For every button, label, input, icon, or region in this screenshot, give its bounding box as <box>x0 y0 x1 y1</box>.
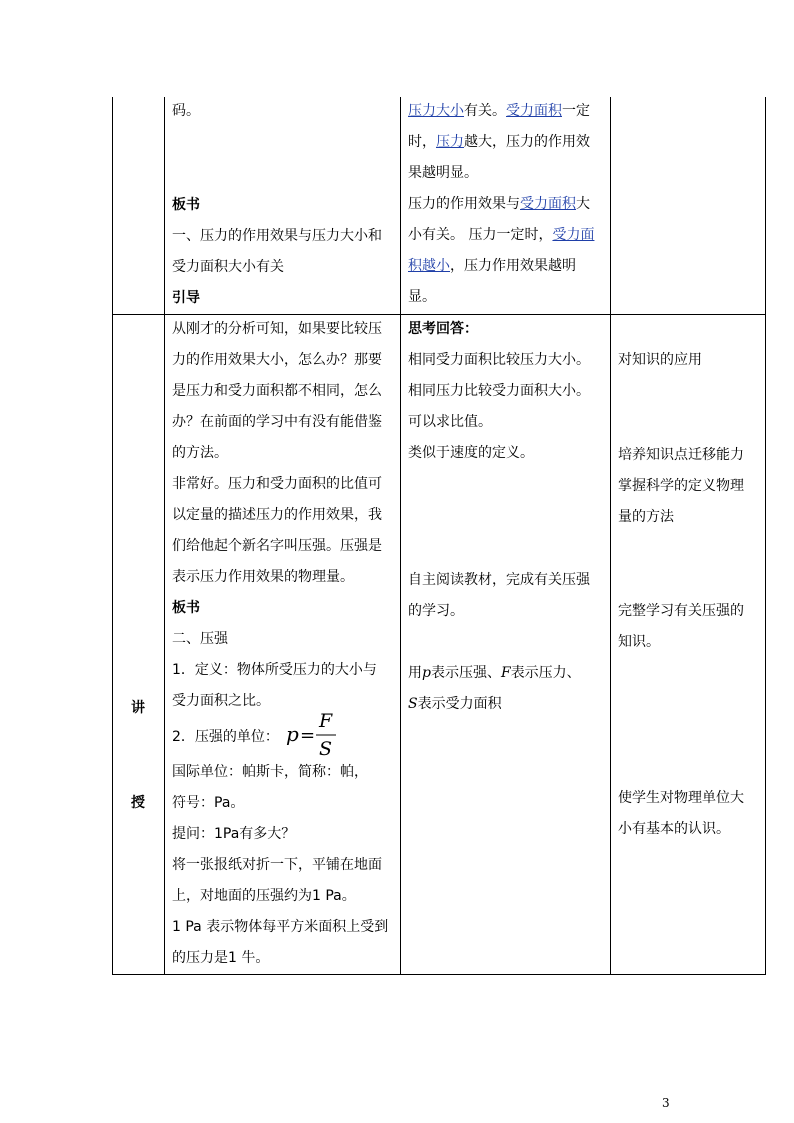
top-col3-line <box>408 251 594 282</box>
main-col4-line: 小有基本的认识。 <box>618 821 730 837</box>
main-col4-apply <box>618 345 702 376</box>
main-col2-line: 力的作用效果大小，怎么办？那要 <box>172 352 382 368</box>
grid-line <box>112 97 113 975</box>
main-col4-complete <box>618 596 744 658</box>
top-col3-line: 果越明显。 <box>408 165 478 181</box>
main-col2-line: 是压力和受力面积都不相同，怎么 <box>172 383 382 399</box>
text: 表示压强、 <box>430 665 501 681</box>
main-col2-line: 们给他起个新名字叫压强。压强是 <box>172 538 382 554</box>
intro-label: 引导 <box>172 290 200 306</box>
symbols-line <box>408 658 581 689</box>
unit-label: 2．压强的单位： <box>172 729 279 745</box>
grid-line <box>112 974 766 975</box>
main-col2 <box>172 314 382 717</box>
text: 用 <box>408 665 422 681</box>
main-col4-line: 完整学习有关压强的 <box>618 603 744 619</box>
term-link[interactable]: 压力 <box>436 134 464 150</box>
side-label-char: 讲 <box>131 700 145 716</box>
term-link[interactable]: 受力面 <box>552 227 595 243</box>
text: 一定 <box>562 103 590 119</box>
main-col2-line: 符号：Pa。 <box>172 795 245 811</box>
top-col3-line: 显。 <box>408 289 436 305</box>
main-col3-line: 自主阅读教材，完成有关压强 <box>408 572 590 588</box>
text: 时， <box>408 134 436 150</box>
main-col2-line: 非常好。压力和受力面积的比值可 <box>172 476 382 492</box>
text: 压力的作用效果与 <box>408 196 520 212</box>
board-title: 板书 <box>172 600 200 616</box>
grid-line <box>164 97 165 975</box>
think-answer-title: 思考回答： <box>408 321 478 337</box>
text: 越大，压力的作用效 <box>464 134 590 150</box>
text: 表示受力面积 <box>417 696 502 712</box>
main-col3-line: 相同压力比较受力面积大小。 <box>408 383 590 399</box>
main-col4-transfer <box>618 440 744 533</box>
main-col2-line: 国际单位：帕斯卡，简称：帕， <box>172 764 368 780</box>
top-col2-line: 码。 <box>172 103 200 119</box>
formula-eq: = <box>300 725 316 746</box>
main-col2-line: 提问：1Pa有多大？ <box>172 826 296 842</box>
top-col2 <box>172 96 200 127</box>
main-col4-line: 量的方法 <box>618 509 674 525</box>
board-title: 板书 <box>172 197 200 213</box>
main-col4-line: 掌握科学的定义物理 <box>618 478 744 494</box>
definition-line: 1．定义：物体所受压力的大小与 <box>172 662 377 678</box>
pressure-formula <box>286 710 338 760</box>
main-col4-line: 培养知识点迁移能力 <box>618 447 744 463</box>
formula-numerator: F <box>319 710 333 732</box>
main-col2-after <box>172 757 388 974</box>
main-col3-line: 类似于速度的定义。 <box>408 445 534 461</box>
symbol-f: F <box>500 665 511 681</box>
main-col2-line: 以定量的描述压力的作用效果，我 <box>172 507 382 523</box>
board-line: 受力面积大小有关 <box>172 259 284 275</box>
formula-denominator: S <box>319 738 333 760</box>
main-col3-line: 可以求比值。 <box>408 414 492 430</box>
main-col2-line: 的方法。 <box>172 445 228 461</box>
top-col3-line <box>408 96 594 127</box>
main-col4-line: 对知识的应用 <box>618 352 702 368</box>
main-col3-line: 的学习。 <box>408 603 464 619</box>
side-label-char: 授 <box>131 795 145 811</box>
term-link[interactable]: 受力面积 <box>506 103 562 119</box>
formula-lhs: p <box>286 722 299 746</box>
term-link[interactable]: 积越小 <box>408 258 450 274</box>
page-number: 3 <box>662 1096 670 1110</box>
text: 表示压力、 <box>510 665 581 681</box>
main-col2-line: 上，对地面的压强约为1 Pa。 <box>172 888 356 904</box>
main-col4-units <box>618 783 744 845</box>
symbol-s: S <box>408 696 418 712</box>
text: 有关。 <box>464 103 506 119</box>
main-col3-read <box>408 565 590 627</box>
main-col2-line: 表示压力作用效果的物理量。 <box>172 569 354 585</box>
board-line: 一、压力的作用效果与压力大小和 <box>172 228 382 244</box>
grid-line <box>765 97 766 975</box>
main-col2-line: 1 Pa 表示物体每平方米面积上受到 <box>172 919 389 935</box>
main-col2-line: 的压力是1 牛。 <box>172 950 270 966</box>
main-col2-line: 办？在前面的学习中有没有能借鉴 <box>172 414 382 430</box>
section-heading: 二、压强 <box>172 631 228 647</box>
main-col4-line: 使学生对物理单位大 <box>618 790 744 806</box>
symbol-p: p <box>422 665 431 681</box>
main-col4-line: 知识。 <box>618 634 660 650</box>
top-col3-line <box>408 220 594 251</box>
main-col3-line: 相同受力面积比较压力大小。 <box>408 352 590 368</box>
symbols-line <box>408 689 581 720</box>
main-col2-line: 将一张报纸对折一下，平铺在地面 <box>172 857 382 873</box>
definition-line: 受力面积之比。 <box>172 693 270 709</box>
term-link[interactable]: 压力大小 <box>408 103 464 119</box>
term-link[interactable]: 受力面积 <box>520 196 576 212</box>
top-col3-line <box>408 127 594 158</box>
top-col2-board <box>172 190 382 314</box>
text: 大 <box>576 196 590 212</box>
main-col3 <box>408 314 590 469</box>
text: ，压力作用效果越明 <box>450 258 576 274</box>
grid-line <box>400 97 401 975</box>
main-col3-symbols <box>408 658 581 720</box>
main-col2-line: 从刚才的分析可知，如果要比较压 <box>172 321 382 337</box>
top-col3-line <box>408 189 594 220</box>
grid-line <box>610 97 611 975</box>
top-col3 <box>408 96 594 313</box>
text: 小有关。 压力一定时， <box>408 227 553 243</box>
